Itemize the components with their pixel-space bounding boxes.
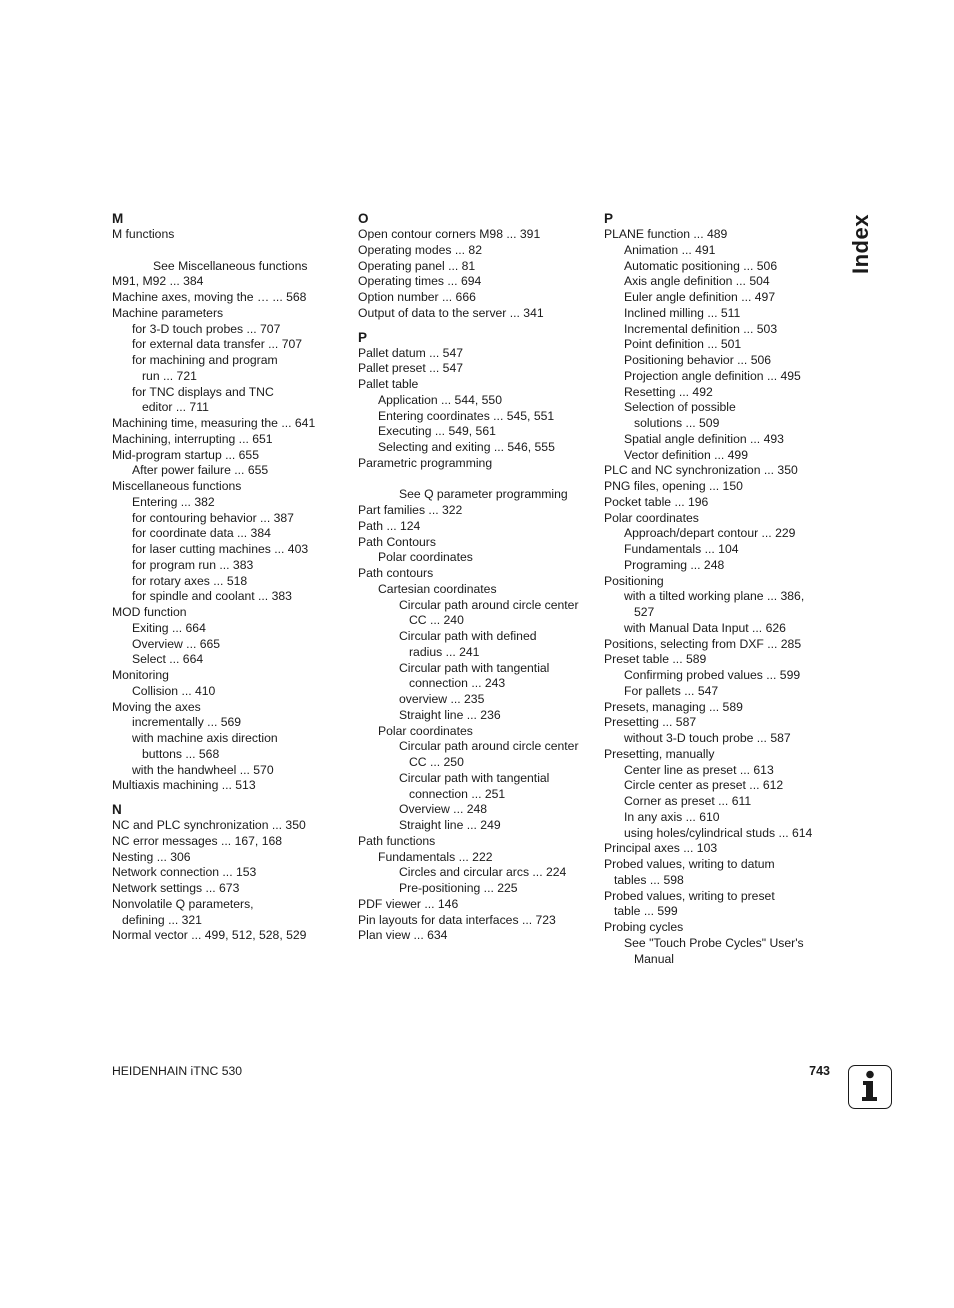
index-entry: Miscellaneous functions	[112, 479, 242, 493]
index-entry: buttons ... 568	[142, 746, 220, 761]
index-entry: CC ... 240	[409, 613, 464, 628]
index-entry: Polar coordinates	[378, 550, 473, 565]
index-entry: Circular path around circle center	[399, 739, 579, 754]
index-entry: Presets, managing ... 589	[604, 699, 743, 714]
index-entry: Polar coordinates	[378, 723, 473, 738]
index-entry: Corner as preset ... 611	[624, 794, 752, 808]
index-entry: Circles and circular arcs ... 224	[399, 865, 567, 880]
index-entry: Nonvolatile Q parameters,	[112, 896, 254, 911]
index-entry: Incremental definition ... 503	[624, 321, 778, 336]
index-entry: After power failure ... 655	[132, 463, 269, 478]
index-entry: Circular path with tangential	[399, 660, 550, 675]
index-entry: Probed values, writing to datum	[604, 857, 775, 871]
index-entry: Network settings ... 673	[112, 881, 240, 895]
index-entry: for coordinate data ... 384	[132, 526, 271, 541]
index-entry: Point definition ... 501	[624, 337, 742, 352]
index-entry: Machine axes, moving the … ... 568	[112, 290, 307, 304]
index-entry: Operating times ... 694	[358, 274, 482, 289]
index-section	[604, 211, 836, 967]
index-entry: Selection of possible	[624, 400, 736, 415]
blank-line	[358, 472, 590, 488]
index-entry: Circular path with defined	[399, 629, 537, 643]
index-section	[112, 211, 344, 794]
index-entry: Selecting and exiting ... 546, 555	[378, 440, 555, 454]
index-entry: incrementally ... 569	[132, 715, 242, 730]
index-section	[358, 330, 590, 945]
index-entry: Monitoring	[112, 668, 169, 682]
index-entry: solutions ... 509	[634, 416, 720, 430]
index-entry: Positions, selecting from DXF ... 285	[604, 636, 802, 651]
index-entry: with a tilted working plane ... 386,	[624, 589, 805, 604]
info-icon	[848, 1065, 892, 1109]
index-entry: for rotary axes ... 518	[132, 573, 248, 588]
index-entry: Approach/depart contour ... 229	[624, 526, 796, 541]
index-entry: for machining and program	[132, 353, 278, 367]
index-entry: Entering ... 382	[132, 494, 215, 509]
index-section	[112, 802, 344, 944]
index-entry: Pallet preset ... 547	[358, 361, 464, 376]
index-entry: for contouring behavior ... 387	[132, 510, 294, 525]
index-entry: Confirming probed values ... 599	[624, 668, 801, 682]
index-entry: Vector definition ... 499	[624, 447, 748, 462]
index-entry: for program run ... 383	[132, 557, 254, 572]
index-entry: Animation ... 491	[624, 242, 716, 257]
index-entry: M91, M92 ... 384	[112, 274, 204, 289]
index-entry: Parametric programming	[358, 455, 493, 470]
index-entry: Axis angle definition ... 504	[624, 274, 770, 289]
index-entry: using holes/cylindrical studs ... 614	[624, 825, 813, 840]
index-entry: without 3-D touch probe ... 587	[624, 731, 791, 745]
index-entry: Pre-positioning ... 225	[399, 881, 518, 895]
index-entry: for 3-D touch probes ... 707	[132, 321, 281, 336]
index-entry: for external data transfer ... 707	[132, 337, 303, 352]
index-entry: for spindle and coolant ... 383	[132, 589, 292, 604]
index-entry: Network connection ... 153	[112, 865, 257, 880]
index-entry: NC error messages ... 167, 168	[112, 833, 283, 848]
index-entry: Straight line ... 249	[399, 818, 501, 832]
index-entry: tables ... 598	[614, 872, 684, 887]
index-entry: Path Contours	[358, 534, 436, 549]
blank-line	[112, 243, 344, 259]
index-entry: Straight line ... 236	[399, 707, 501, 722]
info-glyph	[849, 1066, 890, 1107]
index-entry: Moving the axes	[112, 699, 201, 714]
index-entry: Path functions	[358, 833, 436, 848]
index-entry: PLANE function ... 489	[604, 227, 728, 241]
index-entry: for TNC displays and TNC	[132, 384, 274, 399]
index-entry: Machining time, measuring the ... 641	[112, 416, 316, 430]
index-entry: Collision ... 410	[132, 683, 216, 698]
index-entry: PDF viewer ... 146	[358, 896, 459, 911]
index-entry: PLC and NC synchronization ... 350	[604, 463, 798, 478]
index-entry: Center line as preset ... 613	[624, 762, 774, 777]
index-column-3	[604, 211, 836, 975]
index-entry: run ... 721	[142, 368, 197, 383]
index-entry: Executing ... 549, 561	[378, 424, 496, 439]
index-entry: Positioning behavior ... 506	[624, 353, 772, 367]
index-entry: Circle center as preset ... 612	[624, 778, 784, 793]
index-entry: with Manual Data Input ... 626	[624, 620, 786, 635]
index-entry: Circular path around circle center	[399, 597, 579, 612]
page-number: 743	[809, 1064, 830, 1078]
index-entry: Cartesian coordinates	[378, 581, 497, 596]
index-entry: Normal vector ... 499, 512, 528, 529	[112, 928, 307, 943]
section-letter: O	[358, 211, 369, 226]
index-entry: PNG files, opening ... 150	[604, 479, 743, 493]
section-letter: P	[604, 211, 614, 226]
index-entry: For pallets ... 547	[624, 683, 719, 698]
section-letter: N	[112, 802, 122, 817]
index-entry: Operating panel ... 81	[358, 258, 476, 273]
index-entry: Machine parameters	[112, 305, 224, 320]
index-entry: Polar coordinates	[604, 510, 699, 525]
index-entry: Open contour corners M98 ... 391	[358, 227, 541, 241]
index-entry: Inclined milling ... 511	[624, 305, 741, 320]
index-entry: Multiaxis machining ... 513	[112, 778, 256, 793]
index-entry: Pallet table	[358, 377, 419, 391]
index-entry: See "Touch Probe Cycles" User's	[624, 935, 804, 950]
index-entry: Machining, interrupting ... 651	[112, 431, 273, 446]
index-entry: Exiting ... 664	[132, 620, 206, 635]
section-letter: P	[358, 329, 368, 345]
index-entry: Pocket table ... 196	[604, 494, 709, 509]
index-entry: Positioning	[604, 573, 664, 588]
index-entry: MOD function	[112, 605, 187, 619]
section-letter: M	[112, 211, 124, 226]
index-entry: Presetting ... 587	[604, 715, 697, 730]
index-entry: Path ... 124	[358, 518, 421, 533]
index-tab-title: Index	[848, 214, 873, 274]
index-entry: Fundamentals ... 104	[624, 542, 739, 556]
index-entry: Mid-program startup ... 655	[112, 447, 259, 462]
index-entry: connection ... 251	[409, 786, 506, 801]
index-entry: Probed values, writing to preset	[604, 888, 775, 903]
index-entry: Select ... 664	[132, 652, 204, 667]
index-entry: Application ... 544, 550	[378, 392, 502, 407]
index-entry: Probing cycles	[604, 920, 684, 934]
index-entry: Pin layouts for data interfaces ... 723	[358, 912, 556, 927]
index-entry: connection ... 243	[409, 676, 506, 691]
footer-product-name: HEIDENHAIN iTNC 530	[112, 1064, 243, 1078]
index-entry: overview ... 235	[399, 692, 485, 706]
index-entry: for laser cutting machines ... 403	[132, 542, 309, 556]
index-entry: Overview ... 665	[132, 636, 221, 651]
index-entry: Projection angle definition ... 495	[624, 368, 801, 383]
index-entry: Pallet datum ... 547	[358, 345, 464, 360]
index-entry: M functions	[112, 227, 175, 241]
index-entry: table ... 599	[614, 904, 678, 919]
index-entry: Circular path with tangential	[399, 770, 550, 785]
index-entry: Manual	[634, 951, 674, 966]
index-entry: Automatic positioning ... 506	[624, 258, 778, 273]
index-entry: defining ... 321	[122, 912, 202, 927]
index-entry: Resetting ... 492	[624, 384, 713, 399]
index-column-1	[112, 211, 344, 952]
index-entry: NC and PLC synchronization ... 350	[112, 818, 306, 832]
index-entry: Overview ... 248	[399, 802, 488, 817]
index-column-2	[358, 211, 590, 952]
index-entry: Preset table ... 589	[604, 652, 707, 667]
index-entry: with the handwheel ... 570	[132, 762, 274, 777]
index-entry: See Miscellaneous functions	[153, 258, 308, 273]
index-entry: editor ... 711	[142, 400, 209, 415]
index-entry: Plan view ... 634	[358, 928, 448, 943]
index-entry: Spatial angle definition ... 493	[624, 431, 784, 446]
index-entry: Path contours	[358, 566, 434, 580]
index-entry: Presetting, manually	[604, 746, 715, 761]
index-entry: with machine axis direction	[132, 731, 278, 745]
index-entry: Option number ... 666	[358, 290, 476, 304]
index-entry: Fundamentals ... 222	[378, 849, 493, 864]
index-entry: Programing ... 248	[624, 557, 725, 572]
index-entry: radius ... 241	[409, 644, 480, 659]
index-entry: Operating modes ... 82	[358, 242, 482, 257]
index-entry: Principal axes ... 103	[604, 841, 718, 856]
index-entry: Euler angle definition ... 497	[624, 290, 776, 304]
index-entry: See Q parameter programming	[399, 487, 568, 502]
index-entry: CC ... 250	[409, 755, 464, 769]
index-entry: Entering coordinates ... 545, 551	[378, 408, 555, 423]
index-entry: 527	[634, 605, 655, 619]
index-entry: Nesting ... 306	[112, 849, 191, 864]
index-entry: Part families ... 322	[358, 503, 463, 517]
index-entry: Output of data to the server ... 341	[358, 305, 544, 320]
index-entry: In any axis ... 610	[624, 809, 720, 824]
index-section	[358, 211, 590, 322]
